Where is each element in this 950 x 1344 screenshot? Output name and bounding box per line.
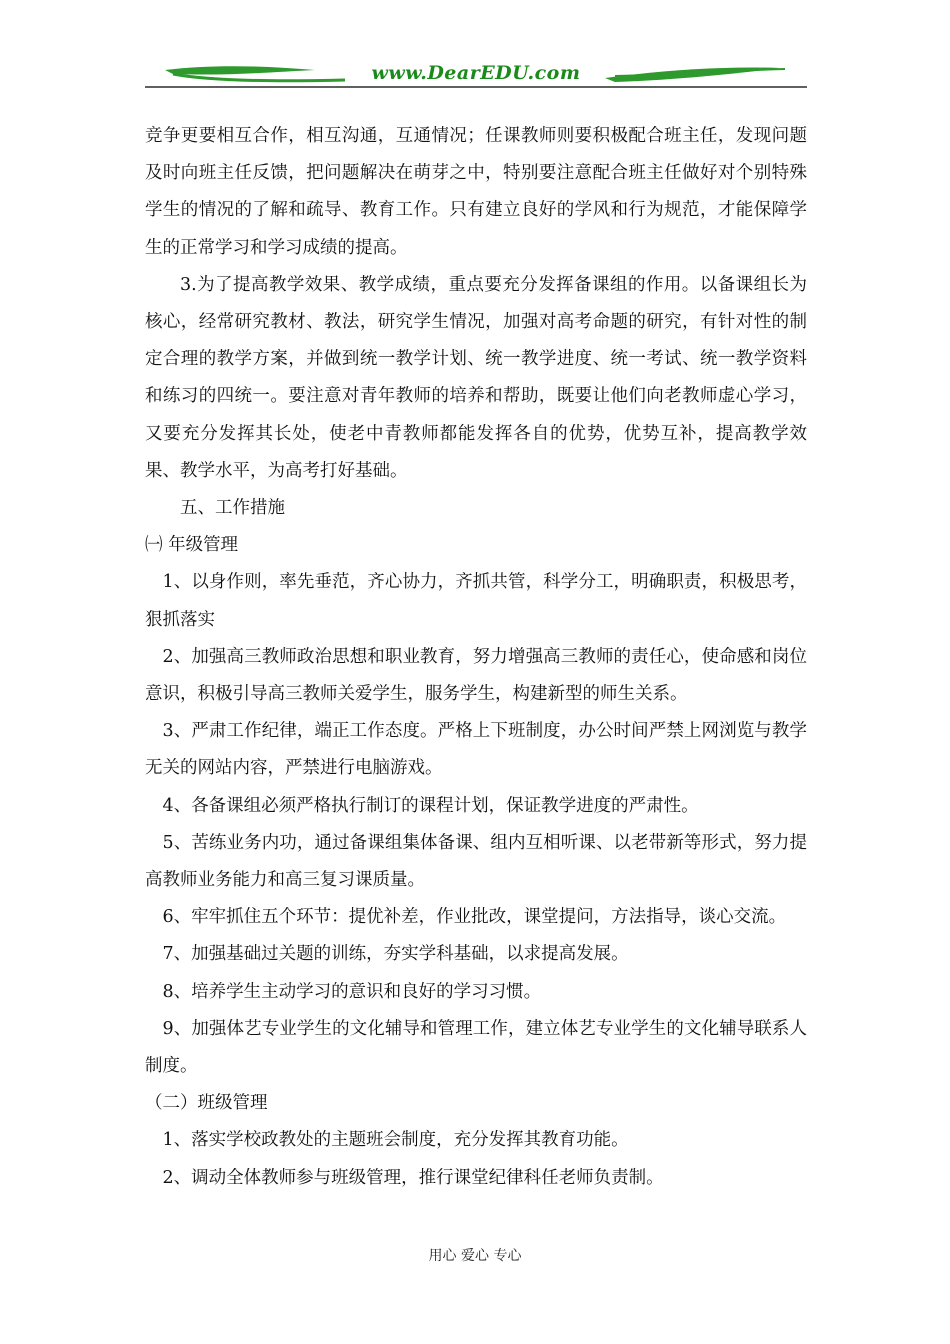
list-item: 2、调动全体教师参与班级管理，推行课堂纪律科任老师负责制。 (162, 1167, 664, 1188)
paragraph-continuation: 竞争更要相互合作，相互沟通，互通情况；任课教师则要积极配合班主任，发现问题及时向班主任反馈，把问题解决在萌芽之中，特别要注意配合班主任做好对个别特殊学生的情况的了解和疏导、教育工作。只有建立良好的学风和行为规范，才能保障学生的正常学习和学习成绩的提高。 (145, 126, 807, 258)
document-body (145, 118, 807, 1197)
site-logo: www.DearEDU.com (371, 62, 581, 84)
list-item: 9、加强体艺专业学生的文化辅导和管理工作，建立体艺专业学生的文化辅导联系人制度。 (145, 1018, 807, 1077)
list-item: 7、加强基础过关题的训练，夯实学科基础，以求提高发展。 (162, 944, 629, 965)
list-item: 6、牢牢抓住五个环节：提优补差，作业批改，课堂提问，方法指导，谈心交流。 (162, 907, 787, 928)
list-item: 8、培养学生主动学习的意识和良好的学习习惯。 (162, 981, 542, 1002)
list-item: 1、以身作则，率先垂范，齐心协力，齐抓共管，科学分工，明确职责，积极思考，狠抓落实 (145, 572, 807, 630)
list-item: 1、落实学校政教处的主题班会制度，充分发挥其教育功能。 (162, 1130, 629, 1151)
page-footer: 用心 爱心 专心 (428, 1248, 522, 1264)
list-item: 4、各备课组必须严格执行制订的课程计划，保证教学进度的严肃性。 (162, 795, 699, 816)
subsection-heading-class: （二）班级管理 (145, 1093, 268, 1114)
subsection-heading-grade: ㈠ 年级管理 (145, 535, 239, 556)
list-item: 2、加强高三教师政治思想和职业教育，努力增强高三教师的责任心，使命感和岗位意识，积极引导高三教师关爱学生，服务学生，构建新型的师生关系。 (145, 646, 807, 705)
list-item: 5、苦练业务内功，通过备课组集体备课、组内互相听课、以老带新等形式，努力提高教师业务能力和高三复习课质量。 (145, 832, 807, 891)
page-header (145, 56, 807, 92)
section-heading-measures: 五、工作措施 (180, 498, 285, 519)
list-item: 3、严肃工作纪律，端正工作态度。严格上下班制度，办公时间严禁上网浏览与教学无关的网站内容，严禁进行电脑游戏。 (145, 721, 807, 779)
paragraph-point-3: 3.为了提高教学效果、教学成绩，重点要充分发挥备课组的作用。以备课组长为核心，经常研究教材、教法，研究学生情况，加强对高考命题的研究，有针对性的制定合理的教学方案，并做到统一教学计划、统一教学进度、统一考试、统一教学资料和练习的四统一。要注意对青年教师的培养和帮助，既要让他们向老教师虚心学习，又要充分发挥其长处，使老中青教师都能发挥各自的优势，优势互补，提高教学效果、教学水平，为高考打好基础。 (145, 274, 807, 481)
